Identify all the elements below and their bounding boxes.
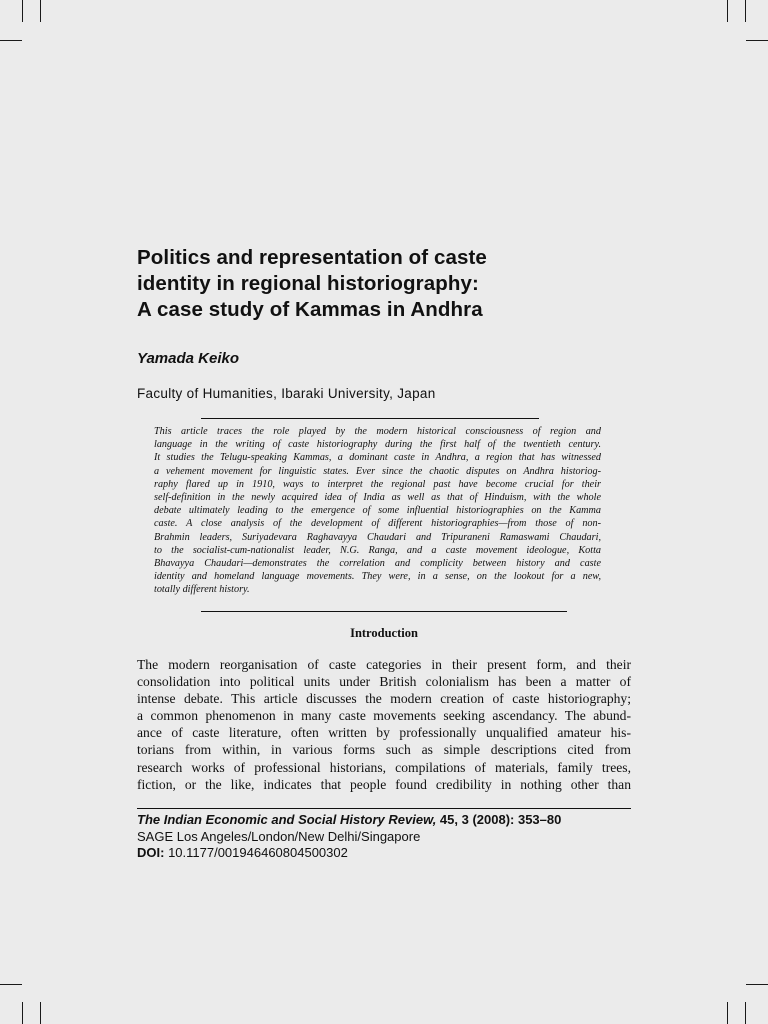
abstract [154,425,601,597]
title-line: identity in regional historiography: [137,272,479,295]
abstract-line: debate ultimately leading to the emergence of some influential historiographies on the Kamma [154,505,601,517]
body-line: a common phenomenon in many caste movements seeking ascendancy. The abund- [137,708,631,724]
title-line: Politics and representation of caste [137,246,487,269]
journal-name: The Indian Economic and Social History Review, [137,812,437,827]
abstract-line: a vehement movement for linguistic states. Ever since the chaotic disputes on Andhra historiog- [154,465,601,477]
abstract-line: totally different history. [154,584,250,596]
crop-mark [727,1002,728,1024]
publisher-line: SAGE Los Angeles/London/New Delhi/Singapore [137,828,421,844]
body-line: consolidation into political units under British colonialism has been a matter of [137,674,631,690]
crop-mark [0,40,22,41]
author-affiliation: Faculty of Humanities, Ibaraki University, Japan [137,386,436,401]
doi-value[interactable]: 10.1177/001946460804500302 [164,845,348,860]
crop-mark [746,984,768,985]
author-name: Yamada Keiko [137,350,239,367]
crop-mark [40,1002,41,1024]
abstract-line: caste. A close analysis of the development of different historiographies—from those of non- [154,518,601,530]
abstract-line: identity and homeland language movements. They were, in a sense, on the lookout for a new, [154,571,601,583]
article-title [137,245,631,323]
crop-mark [22,0,23,22]
abstract-line: to the socialist-cum-nationalist leader, N.G. Ranga, and a caste movement ideologue, Kotta [154,544,601,556]
footer-rule [137,808,631,809]
crop-mark [40,0,41,22]
journal-citation [137,812,631,829]
crop-mark [746,40,768,41]
abstract-bottom-rule [201,611,567,612]
abstract-line: language in the writing of caste historiography during the first half of the twentieth century. [154,439,601,451]
section-heading: Introduction [350,626,418,640]
body-text [137,656,631,793]
body-line: research works of professional historians, compilations of materials, family trees, [137,759,631,775]
crop-mark [727,0,728,22]
crop-mark [0,984,22,985]
abstract-line: Brahmin leaders, Suriyadevara Raghavayya Chaudari and Tripuraneni Ramaswami Chaudari, [154,531,601,543]
body-line: torians from within, in various forms such as simple descriptions cited from [137,742,631,758]
abstract-line: raphy flared up in 1910, ways to interpret the regional past have become crucial for their [154,478,601,490]
journal-footer [137,812,631,862]
abstract-line: self-definition in the newly acquired idea of India as well as that of Hinduism, with the whole [154,492,601,504]
crop-mark [22,1002,23,1024]
body-line: fiction, or the like, indicates that people found credibility in nothing other than [137,776,631,792]
body-line: intense debate. This article discusses the modern creation of caste historiography; [137,691,631,707]
crop-mark [745,1002,746,1024]
article-page [137,0,631,1024]
abstract-line: It studies the Telugu-speaking Kammas, a dominant caste in Andhra, a region that has witnessed [154,452,601,464]
body-line: The modern reorganisation of caste categories in their present form, and their [137,657,631,672]
abstract-top-rule [201,418,539,419]
doi-label: DOI: [137,845,165,860]
abstract-line: This article traces the role played by the modern historical consciousness of region and [154,426,601,437]
body-line: ance of caste literature, often written by professionally unqualified amateur his- [137,725,631,741]
title-line: A case study of Kammas in Andhra [137,298,483,321]
crop-mark [745,0,746,22]
doi-line [137,845,631,862]
abstract-line: Bhavayya Chaudari—demonstrates the correlation and complicity between history and caste [154,558,601,570]
journal-issue: 45, 3 (2008): 353–80 [436,812,562,827]
